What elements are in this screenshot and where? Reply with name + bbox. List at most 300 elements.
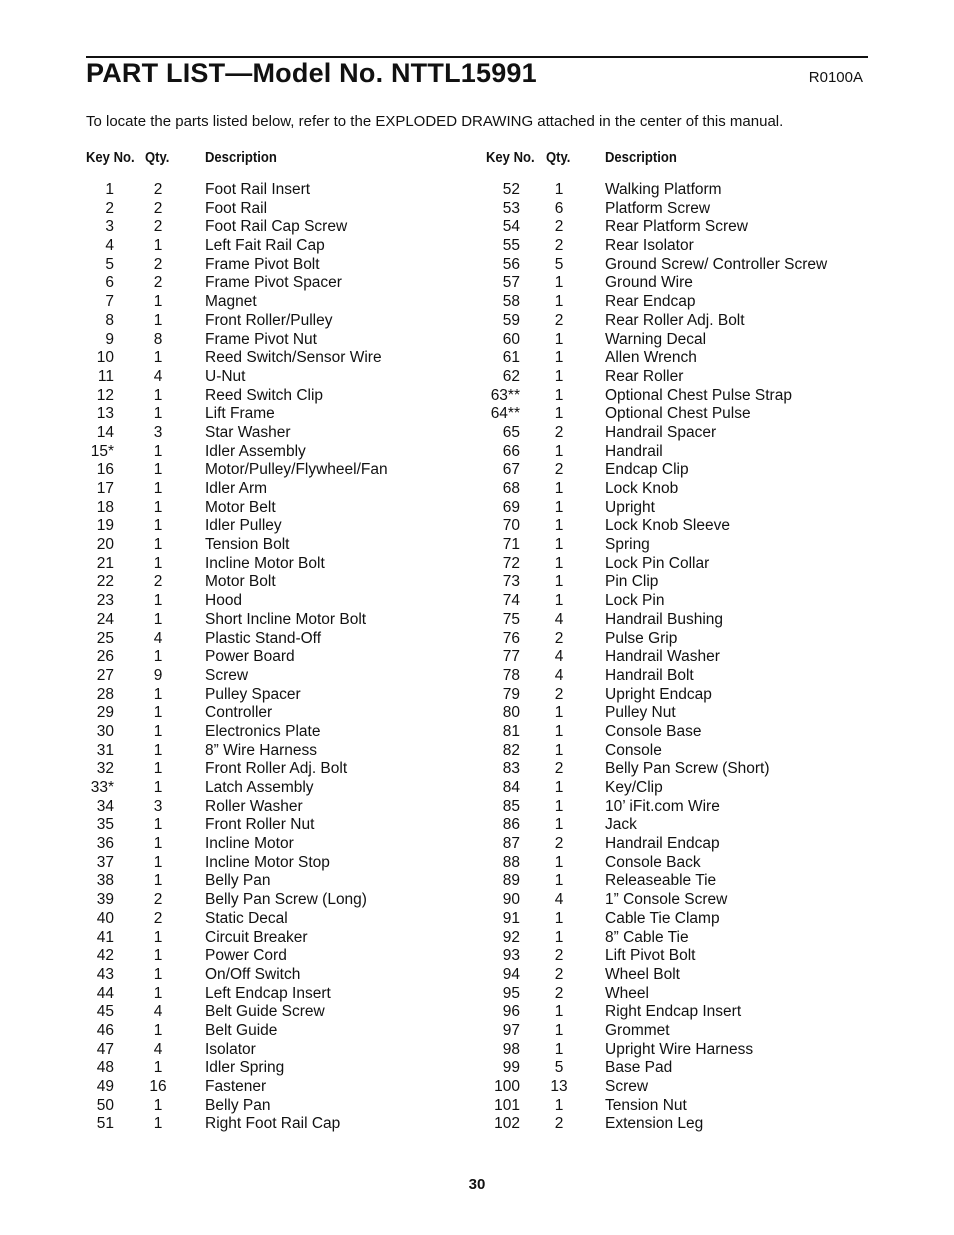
part-quantity: 1 (153, 704, 163, 722)
part-quantity: 4 (153, 1003, 163, 1021)
part-description: 1” Console Screw (605, 891, 728, 909)
part-description: Foot Rail (205, 199, 268, 217)
part-quantity: 1 (554, 1040, 564, 1058)
part-key-number: 47 (96, 1040, 114, 1058)
part-description: Screw (205, 666, 249, 684)
part-key-number: 28 (96, 685, 114, 703)
part-quantity: 2 (153, 573, 163, 591)
part-key-number: 68 (502, 480, 520, 497)
part-quantity: 1 (153, 835, 163, 853)
part-key-number: 56 (502, 255, 520, 273)
part-quantity: 4 (554, 891, 564, 909)
part-quantity: 1 (554, 722, 564, 740)
part-quantity: 1 (153, 779, 163, 796)
part-description: Pulse Grip (605, 629, 678, 647)
part-description: Magnet (205, 293, 257, 311)
part-key-number: 58 (502, 293, 520, 311)
part-description: Frame Pivot Nut (205, 330, 317, 348)
part-description: Key/Clip (605, 779, 663, 796)
part-key-number: 91 (502, 909, 520, 927)
part-key-number: 48 (96, 1059, 114, 1077)
part-key-number: 14 (96, 423, 114, 441)
part-description: Belly Pan Screw (Long) (205, 891, 367, 909)
part-quantity: 4 (153, 367, 163, 385)
part-quantity: 1 (153, 536, 163, 554)
part-key-number: 10 (96, 349, 114, 367)
part-quantity: 1 (554, 554, 564, 572)
part-key-number: 32 (96, 760, 114, 778)
part-key-number: 101 (494, 1096, 520, 1114)
part-quantity: 1 (153, 741, 163, 759)
part-quantity: 2 (554, 685, 564, 703)
part-key-number: 34 (96, 797, 114, 815)
part-key-number: 12 (96, 386, 114, 404)
part-quantity: 1 (554, 181, 564, 198)
part-description: Wheel (605, 984, 649, 1002)
part-quantity: 2 (153, 909, 163, 927)
part-quantity: 1 (153, 1059, 163, 1077)
part-quantity: 1 (153, 685, 163, 703)
part-description: Plastic Stand-Off (205, 629, 322, 647)
part-key-number: 92 (502, 928, 520, 946)
part-key-number: 74 (502, 592, 520, 610)
part-key-number: 93 (502, 947, 520, 965)
part-quantity: 2 (554, 237, 564, 255)
part-description: Rear Isolator (605, 237, 694, 255)
part-quantity: 2 (153, 891, 163, 909)
part-description: Electronics Plate (205, 722, 321, 740)
part-key-number: 46 (96, 1021, 114, 1039)
part-quantity: 1 (554, 367, 564, 385)
part-quantity: 1 (153, 947, 163, 965)
part-description: Right Foot Rail Cap (205, 1115, 341, 1133)
part-key-number: 55 (502, 237, 520, 255)
part-key-number: 36 (96, 835, 114, 853)
part-key-number: 64** (490, 405, 520, 423)
part-description: Idler Spring (205, 1059, 285, 1077)
part-description: Optional Chest Pulse Strap (605, 386, 792, 404)
part-key-number: 75 (502, 610, 520, 628)
part-key-number: 53 (502, 199, 520, 217)
part-description: Front Roller/Pulley (205, 311, 333, 329)
part-quantity: 1 (554, 1096, 564, 1114)
part-description: Left Fait Rail Cap (205, 237, 325, 255)
part-description: Idler Pulley (205, 517, 282, 535)
part-key-number: 61 (502, 349, 520, 367)
part-key-number: 6 (105, 274, 114, 292)
part-description: Front Roller Adj. Bolt (205, 760, 348, 778)
part-quantity: 6 (554, 199, 564, 217)
part-key-number: 45 (96, 1003, 114, 1021)
part-description: Handrail Washer (605, 648, 720, 666)
part-quantity: 1 (554, 797, 564, 815)
part-quantity: 1 (153, 872, 163, 890)
part-description: Controller (205, 704, 273, 722)
part-description: Handrail Bushing (605, 610, 724, 628)
part-quantity: 1 (153, 498, 163, 516)
part-key-number: 22 (96, 573, 114, 591)
part-key-number: 44 (96, 984, 114, 1002)
part-key-number: 76 (502, 629, 520, 647)
part-description: Idler Arm (205, 480, 268, 497)
part-quantity: 13 (550, 1078, 568, 1095)
part-description: Reed Switch/Sensor Wire (205, 349, 382, 367)
part-quantity: 3 (153, 423, 163, 441)
part-quantity: 1 (554, 704, 564, 722)
part-description: Lock Knob Sleeve (605, 517, 730, 535)
part-key-number: 96 (502, 1003, 520, 1021)
part-quantity: 1 (554, 909, 564, 927)
part-quantity: 16 (149, 1078, 167, 1095)
part-description: Foot Rail Cap Screw (205, 218, 348, 236)
part-key-number: 71 (502, 536, 520, 554)
part-description: Belt Guide Screw (205, 1003, 325, 1021)
part-quantity: 2 (153, 218, 163, 236)
part-description: Jack (605, 816, 637, 834)
part-key-number: 57 (502, 274, 520, 292)
part-key-number: 11 (97, 367, 114, 385)
part-description: Fastener (205, 1078, 267, 1095)
part-quantity: 1 (554, 480, 564, 497)
part-quantity: 1 (554, 517, 564, 535)
part-key-number: 3 (105, 218, 114, 236)
part-key-number: 85 (502, 797, 520, 815)
part-quantity: 2 (554, 423, 564, 441)
part-key-number: 13 (96, 405, 114, 423)
part-key-number: 86 (502, 816, 520, 834)
part-quantity: 1 (554, 349, 564, 367)
part-quantity: 1 (153, 1115, 163, 1133)
part-description: Lock Knob (605, 480, 679, 497)
part-key-number: 4 (105, 237, 114, 255)
right-header-qty: Qty. (546, 150, 571, 166)
part-quantity: 1 (554, 853, 564, 871)
part-quantity: 1 (554, 442, 564, 460)
part-key-number: 42 (96, 947, 114, 965)
part-key-number: 2 (105, 199, 114, 217)
part-key-number: 97 (502, 1021, 520, 1039)
page-title: PART LIST—Model No. NTTL15991 (86, 58, 537, 88)
part-quantity: 4 (153, 629, 163, 647)
document-code: R0100A (808, 69, 863, 86)
part-description: Optional Chest Pulse (605, 405, 751, 423)
part-description: Roller Washer (205, 797, 303, 815)
part-description: Lift Pivot Bolt (605, 947, 696, 965)
part-key-number: 35 (96, 816, 114, 834)
part-key-number: 84 (502, 779, 520, 796)
part-quantity: 9 (153, 666, 163, 684)
part-quantity: 1 (554, 405, 564, 423)
part-quantity: 1 (153, 722, 163, 740)
part-quantity: 1 (153, 311, 163, 329)
part-quantity: 1 (153, 928, 163, 946)
part-key-number: 72 (502, 554, 520, 572)
part-quantity: 2 (153, 199, 163, 217)
part-description: Upright (605, 498, 655, 516)
part-description: Star Washer (205, 423, 291, 441)
part-quantity: 1 (153, 237, 163, 255)
part-quantity: 1 (153, 386, 163, 404)
part-key-number: 39 (96, 891, 114, 909)
part-quantity: 8 (153, 330, 163, 348)
part-description: Upright Wire Harness (605, 1040, 754, 1058)
part-key-number: 51 (96, 1115, 114, 1133)
part-description: Static Decal (205, 909, 288, 927)
part-description: Grommet (605, 1021, 670, 1039)
part-description: Wheel Bolt (605, 965, 680, 983)
left-header-key: Key No. (86, 150, 135, 166)
part-key-number: 95 (502, 984, 520, 1002)
part-description: Belly Pan (205, 872, 271, 890)
part-key-number: 38 (96, 872, 114, 890)
left-header-qty: Qty. (145, 150, 170, 166)
part-quantity: 1 (153, 816, 163, 834)
part-quantity: 1 (554, 816, 564, 834)
part-quantity: 2 (554, 311, 564, 329)
part-description: Power Board (205, 648, 295, 666)
part-key-number: 60 (502, 330, 520, 348)
part-key-number: 54 (502, 218, 520, 236)
part-description: Screw (605, 1078, 649, 1095)
part-description: Ground Screw/ Controller Screw (605, 255, 828, 273)
part-key-number: 94 (502, 965, 520, 983)
part-key-number: 30 (96, 722, 114, 740)
part-key-number: 9 (105, 330, 114, 348)
part-quantity: 2 (554, 965, 564, 983)
part-quantity: 1 (153, 554, 163, 572)
part-quantity: 1 (554, 498, 564, 516)
part-key-number: 98 (502, 1040, 520, 1058)
part-description: Warning Decal (605, 330, 707, 348)
part-key-number: 100 (494, 1078, 520, 1095)
part-quantity: 1 (153, 461, 163, 479)
part-quantity: 5 (554, 255, 564, 273)
part-description: Front Roller Nut (205, 816, 315, 834)
part-quantity: 2 (554, 984, 564, 1002)
part-quantity: 1 (554, 779, 564, 796)
intro-text: To locate the parts listed below, refer to the EXPLODED DRAWING attached in the center of this manual. (86, 113, 784, 130)
part-description: Frame Pivot Spacer (205, 274, 342, 292)
part-quantity: 1 (554, 1003, 564, 1021)
part-key-number: 21 (96, 554, 114, 572)
part-key-number: 70 (502, 517, 520, 535)
part-quantity: 2 (153, 274, 163, 292)
part-description: Short Incline Motor Bolt (205, 610, 367, 628)
part-key-number: 16 (96, 461, 114, 479)
part-description: Rear Platform Screw (605, 218, 748, 236)
part-quantity: 1 (554, 274, 564, 292)
part-description: Pulley Nut (605, 704, 676, 722)
part-key-number: 50 (96, 1096, 114, 1114)
part-description: Allen Wrench (605, 349, 697, 367)
part-description: Rear Endcap (605, 293, 696, 311)
part-description: Rear Roller (605, 367, 684, 385)
part-description: Circuit Breaker (205, 928, 308, 946)
part-description: 8” Cable Tie (605, 928, 689, 946)
part-description: Incline Motor (205, 835, 294, 853)
part-description: Idler Assembly (205, 442, 306, 460)
right-header-key: Key No. (486, 150, 535, 166)
part-key-number: 66 (502, 442, 520, 460)
part-description: Hood (205, 592, 243, 610)
part-description: Walking Platform (605, 181, 722, 198)
part-key-number: 19 (96, 517, 114, 535)
part-quantity: 1 (554, 872, 564, 890)
part-quantity: 1 (153, 1096, 163, 1114)
part-description: Right Endcap Insert (605, 1003, 742, 1021)
part-description: Base Pad (605, 1059, 673, 1077)
part-key-number: 43 (96, 965, 114, 983)
part-description: Endcap Clip (605, 461, 689, 479)
part-description: Upright Endcap (605, 685, 712, 703)
part-description: U-Nut (205, 367, 246, 385)
part-description: Latch Assembly (205, 779, 314, 796)
part-quantity: 2 (153, 255, 163, 273)
part-quantity: 1 (153, 480, 163, 497)
part-key-number: 87 (502, 835, 520, 853)
part-key-number: 102 (494, 1115, 520, 1133)
part-description: Console (605, 741, 662, 759)
part-key-number: 59 (502, 311, 520, 329)
part-quantity: 2 (554, 629, 564, 647)
part-key-number: 82 (502, 741, 520, 759)
part-description: Handrail Endcap (605, 835, 720, 853)
part-quantity: 1 (153, 405, 163, 423)
part-key-number: 88 (502, 853, 520, 871)
part-quantity: 1 (554, 536, 564, 554)
part-key-number: 65 (502, 423, 520, 441)
part-description: Foot Rail Insert (205, 181, 311, 198)
part-description: Tension Bolt (205, 536, 290, 554)
part-quantity: 1 (153, 1021, 163, 1039)
part-key-number: 1 (105, 181, 114, 198)
part-description: Cable Tie Clamp (605, 909, 720, 927)
part-description: Pulley Spacer (205, 685, 301, 703)
part-description: 8” Wire Harness (205, 741, 317, 759)
part-quantity: 1 (153, 592, 163, 610)
part-quantity: 1 (153, 760, 163, 778)
part-quantity: 2 (153, 181, 163, 198)
part-quantity: 1 (153, 648, 163, 666)
part-description: Incline Motor Bolt (205, 554, 325, 572)
part-key-number: 79 (502, 685, 520, 703)
part-key-number: 73 (502, 573, 520, 591)
part-key-number: 81 (502, 722, 520, 740)
part-quantity: 1 (554, 293, 564, 311)
part-description: Belly Pan (205, 1096, 271, 1114)
part-key-number: 99 (502, 1059, 520, 1077)
part-key-number: 5 (105, 255, 114, 273)
part-quantity: 5 (554, 1059, 564, 1077)
part-quantity: 1 (554, 1021, 564, 1039)
part-description: Motor Bolt (205, 573, 276, 591)
part-key-number: 26 (96, 648, 114, 666)
part-description: Platform Screw (605, 199, 711, 217)
part-quantity: 1 (554, 573, 564, 591)
part-description: Frame Pivot Bolt (205, 255, 320, 273)
part-description: Isolator (205, 1040, 256, 1058)
part-description: Handrail Bolt (605, 666, 694, 684)
part-description: Releaseable Tie (605, 872, 717, 890)
part-description: On/Off Switch (205, 965, 301, 983)
part-quantity: 1 (554, 330, 564, 348)
part-description: Lock Pin (605, 592, 665, 610)
part-description: Incline Motor Stop (205, 853, 330, 871)
part-description: Reed Switch Clip (205, 386, 324, 404)
part-quantity: 1 (554, 928, 564, 946)
part-quantity: 1 (153, 293, 163, 311)
part-description: Motor/Pulley/Flywheel/Fan (205, 461, 388, 479)
part-quantity: 1 (153, 349, 163, 367)
part-key-number: 83 (502, 760, 520, 778)
right-header-description: Description (605, 150, 677, 166)
part-quantity: 1 (153, 517, 163, 535)
part-key-number: 62 (502, 367, 520, 385)
part-key-number: 31 (96, 741, 114, 759)
part-description: Power Cord (205, 947, 287, 965)
part-key-number: 80 (502, 704, 520, 722)
part-key-number: 33* (90, 779, 114, 796)
part-description: 10’ iFit.com Wire (605, 797, 720, 815)
part-description: Spring (605, 536, 650, 554)
part-quantity: 1 (153, 965, 163, 983)
part-key-number: 69 (502, 498, 520, 516)
part-key-number: 17 (96, 480, 114, 497)
part-key-number: 49 (96, 1078, 114, 1095)
part-description: Rear Roller Adj. Bolt (605, 311, 745, 329)
part-quantity: 1 (554, 386, 564, 404)
part-key-number: 90 (502, 891, 520, 909)
part-key-number: 78 (502, 666, 520, 684)
part-key-number: 29 (96, 704, 114, 722)
part-quantity: 1 (153, 610, 163, 628)
part-description: Belt Guide (205, 1021, 278, 1039)
part-key-number: 52 (502, 181, 520, 198)
part-quantity: 2 (554, 760, 564, 778)
part-description: Console Back (605, 853, 701, 871)
part-quantity: 2 (554, 218, 564, 236)
part-quantity: 1 (153, 853, 163, 871)
part-quantity: 1 (153, 984, 163, 1002)
part-key-number: 37 (96, 853, 114, 871)
part-description: Handrail (605, 442, 663, 460)
part-description: Pin Clip (605, 573, 659, 591)
part-quantity: 1 (153, 442, 163, 460)
part-key-number: 24 (96, 610, 114, 628)
part-quantity: 4 (554, 648, 564, 666)
part-description: Lift Frame (205, 405, 275, 423)
part-key-number: 18 (96, 498, 114, 516)
part-key-number: 8 (105, 311, 114, 329)
part-key-number: 63** (490, 386, 520, 404)
part-description: Belly Pan Screw (Short) (605, 760, 770, 778)
part-key-number: 20 (96, 536, 114, 554)
part-key-number: 41 (96, 928, 114, 946)
part-quantity: 4 (554, 666, 564, 684)
part-description: Extension Leg (605, 1115, 704, 1133)
part-description: Motor Belt (205, 498, 276, 516)
part-description: Left Endcap Insert (205, 984, 331, 1002)
part-quantity: 4 (554, 610, 564, 628)
part-key-number: 67 (502, 461, 520, 479)
part-key-number: 77 (502, 648, 520, 666)
part-description: Console Base (605, 722, 702, 740)
part-description: Lock Pin Collar (605, 554, 710, 572)
part-quantity: 1 (554, 741, 564, 759)
part-key-number: 89 (502, 872, 520, 890)
part-description: Handrail Spacer (605, 423, 717, 441)
part-quantity: 1 (554, 592, 564, 610)
